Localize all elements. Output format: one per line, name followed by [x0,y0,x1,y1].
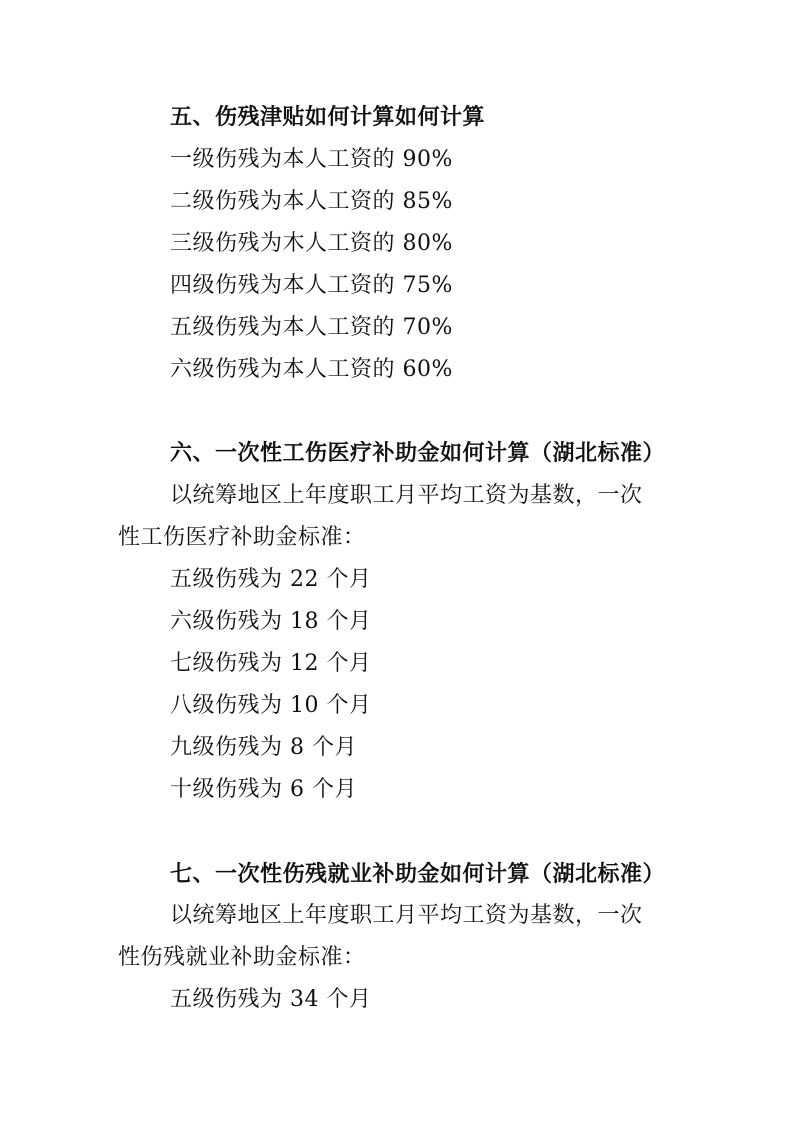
section-6-intro-line2: 性工伤医疗补助金标准： [118,525,366,550]
section-5-heading: 五、伤残津贴如何计算如何计算 [170,104,486,130]
section-6-item: 六级伤残为 18 个月 [170,609,372,634]
section-5-item: 四级伤残为本人工资的 75% [170,273,453,298]
section-7-intro-line1: 以统筹地区上年度职工月平均工资为基数，一次 [170,903,643,928]
section-6-item: 九级伤残为 8 个月 [170,735,357,760]
section-7-intro-line2: 性伤残就业补助金标准： [118,945,366,970]
section-7-heading: 七、一次性伤残就业补助金如何计算（湖北标准） [170,861,666,887]
section-6-item: 七级伤残为 12 个月 [170,651,372,676]
section-6-intro-line1: 以统筹地区上年度职工月平均工资为基数，一次 [170,483,643,508]
section-5-item: 三级伤残为木人工资的 80% [170,231,453,256]
section-5-item: 二级伤残为本人工资的 85% [170,189,453,214]
section-6-heading: 六、一次性工伤医疗补助金如何计算（湖北标准） [170,440,666,466]
section-5-item: 一级伤残为本人工资的 90% [170,147,453,172]
section-6-item: 五级伤残为 22 个月 [170,567,372,592]
section-5-item: 五级伤残为本人工资的 70% [170,315,453,340]
section-6-item: 八级伤残为 10 个月 [170,693,372,718]
section-5-item: 六级伤残为本人工资的 60% [170,357,453,382]
section-7-item: 五级伤残为 34 个月 [170,987,372,1012]
section-6-item: 十级伤残为 6 个月 [170,777,357,802]
